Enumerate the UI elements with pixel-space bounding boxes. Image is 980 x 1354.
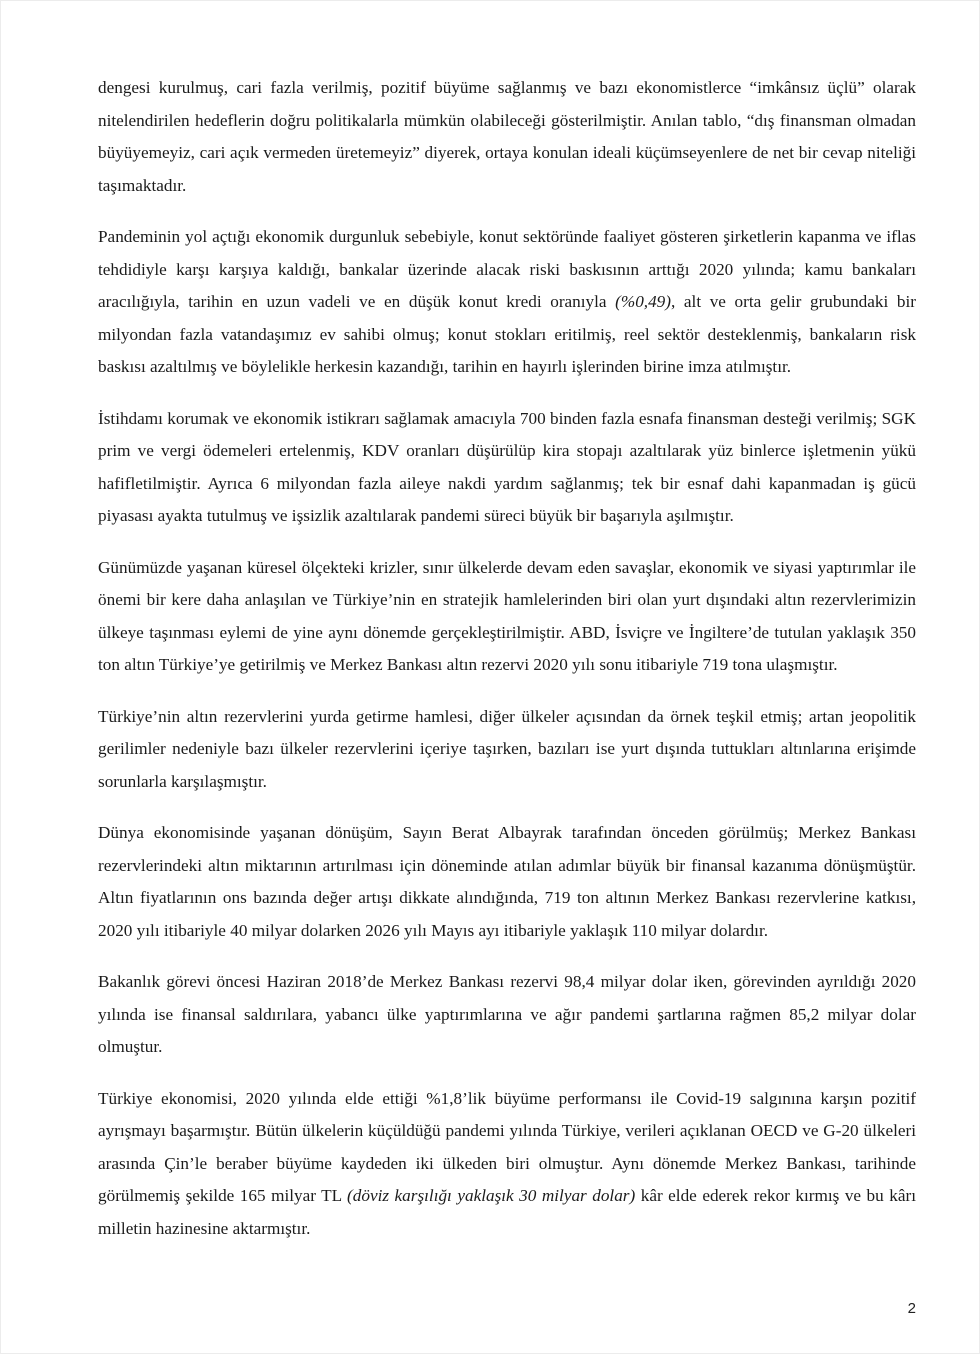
paragraph-8-text-b: kâr elde ederek rekor kırmış ve bu kârı milletin hazinesine aktarmıştır. bbox=[98, 1186, 916, 1238]
paragraph-2-text-a: Pandeminin yol açtığı ekonomik durgunluk sebebiyle, konut sektöründe faaliyet gösteren şirketlerin kapanma ve iflas tehdidiyle karşı karşıya kaldığı, bankalar üzerinde alacak riski baskısının arttığı 2020 yılında; kamu bankaları aracılığıyla, tarihin en uzun vadeli ve en düşük konut kredi oranıyla bbox=[98, 227, 916, 311]
paragraph-8 bbox=[98, 1083, 916, 1246]
paragraph-6 bbox=[98, 817, 916, 947]
paragraph-5-text: Türkiye’nin altın rezervlerini yurda getirme hamlesi, diğer ülkeler açısından da örnek teşkil etmiş; artan jeopolitik gerilimler nedeniyle bazı ülkeler rezervlerini içeriye taşırken, bazıları ise yurt dışında tuttukları altınlarına erişimde sorunlarla karşılaşmıştır. bbox=[98, 706, 916, 791]
paragraph-8-text-a: Türkiye ekonomisi, 2020 yılında elde ettiği %1,8’lik büyüme performansı ile Covid-19 salgınına karşın pozitif ayrışmayı başarmıştır. Bütün ülkelerin küçüldüğü pandemi yılında Türkiye, verileri açıklanan OECD ve G-20 ülkeleri arasında Çin’le beraber büyüme kaydeden iki ülkeden biri olmuştur. Aynı dönemde Merkez Bankası, tarihinde görülmemiş şekilde 165 milyar TL bbox=[98, 1088, 916, 1205]
paragraph-2-text-b: , alt ve orta gelir grubundaki bir milyondan fazla vatandaşımız ev sahibi olmuş; konut stokları eritilmiş, reel sektör desteklenmiş, bankaların risk baskısı azaltılmış ve böylelikle herkesin kazandığı, tarihin en hayırlı işlerinden birine imza atılmıştır. bbox=[98, 292, 916, 376]
paragraph-5 bbox=[98, 701, 916, 799]
document-body bbox=[98, 72, 916, 1264]
paragraph-3-text: İstihdamı korumak ve ekonomik istikrarı sağlamak amacıyla 700 binden fazla esnafa finansman desteği verilmiş; SGK prim ve vergi ödemeleri ertelenmiş, KDV oranları düşürülüp kira stopajı azaltılarak yüz binlerce işletmenin yükü hafifletilmiştir. Ayrıca 6 milyondan fazla aileye nakdi yardım sağlanmış; tek bir esnaf dahi kapanmadan iş gücü piyasası ayakta tutulmuş ve işsizlik azaltılarak pandemi süreci büyük bir başarıyla aşılmıştır. bbox=[98, 408, 916, 525]
paragraph-4 bbox=[98, 552, 916, 682]
paragraph-2-italic-rate: (%0,49) bbox=[615, 292, 671, 311]
paragraph-8-italic-note: (döviz karşılığı yaklaşık 30 milyar dolar) bbox=[347, 1186, 636, 1205]
page-number: 2 bbox=[907, 1300, 916, 1317]
paragraph-4-text: Günümüzde yaşanan küresel ölçekteki krizler, sınır ülkelerde devam eden savaşlar, ekonomik ve siyasi yaptırımlar ile önemi bir kere daha anlaşılan ve Türkiye’nin en stratejik hamlelerinden biri olan yurt dışındaki altın rezervlerimizin ülkeye taşınması eylemi de yine aynı dönemde gerçekleştirilmiştir. ABD, İsviçre ve İngiltere’de tutulan yaklaşık 350 ton altın Türkiye’ye getirilmiş ve Merkez Bankası altın rezervi 2020 yılı sonu itibariyle 719 tona ulaşmıştır. bbox=[98, 557, 916, 674]
paragraph-2 bbox=[98, 221, 916, 384]
paragraph-1 bbox=[98, 72, 916, 202]
paragraph-6-text: Dünya ekonomisinde yaşanan dönüşüm, Sayın Berat Albayrak tarafından önceden görülmüş; Merkez Bankası rezervlerindeki altın miktarının artırılması için döneminde atılan adımlar büyük bir finansal kazanıma dönüşmüştür. Altın fiyatlarının ons bazında değer artışı dikkate alındığında, 719 ton altının Merkez Bankası rezervlerine katkısı, 2020 yılı itibariyle 40 milyar dolarken 2026 yılı Mayıs ayı itibariyle yaklaşık 110 milyar dolardır. bbox=[98, 823, 916, 940]
paragraph-1-text: dengesi kurulmuş, cari fazla verilmiş, pozitif büyüme sağlanmış ve bazı ekonomistlerce “imkânsız üçlü” olarak nitelendirilen hedeflerin doğru politikalarla mümkün olabileceği gösterilmiştir. Anılan tablo, “dış finansman olmadan büyüyemeyiz, cari açık vermeden üretemeyiz” diyerek, ortaya konulan ideali küçümseyenlere de net bir cevap niteliği taşımaktadır. bbox=[98, 78, 916, 195]
paragraph-3 bbox=[98, 403, 916, 533]
paragraph-7-text: Bakanlık görevi öncesi Haziran 2018’de Merkez Bankası rezervi 98,4 milyar dolar iken, görevinden ayrıldığı 2020 yılında ise finansal saldırılara, yabancı ülke yaptırımlarına ve ağır pandemi şartlarına rağmen 85,2 milyar dolar olmuştur. bbox=[98, 972, 916, 1056]
paragraph-7 bbox=[98, 966, 916, 1064]
